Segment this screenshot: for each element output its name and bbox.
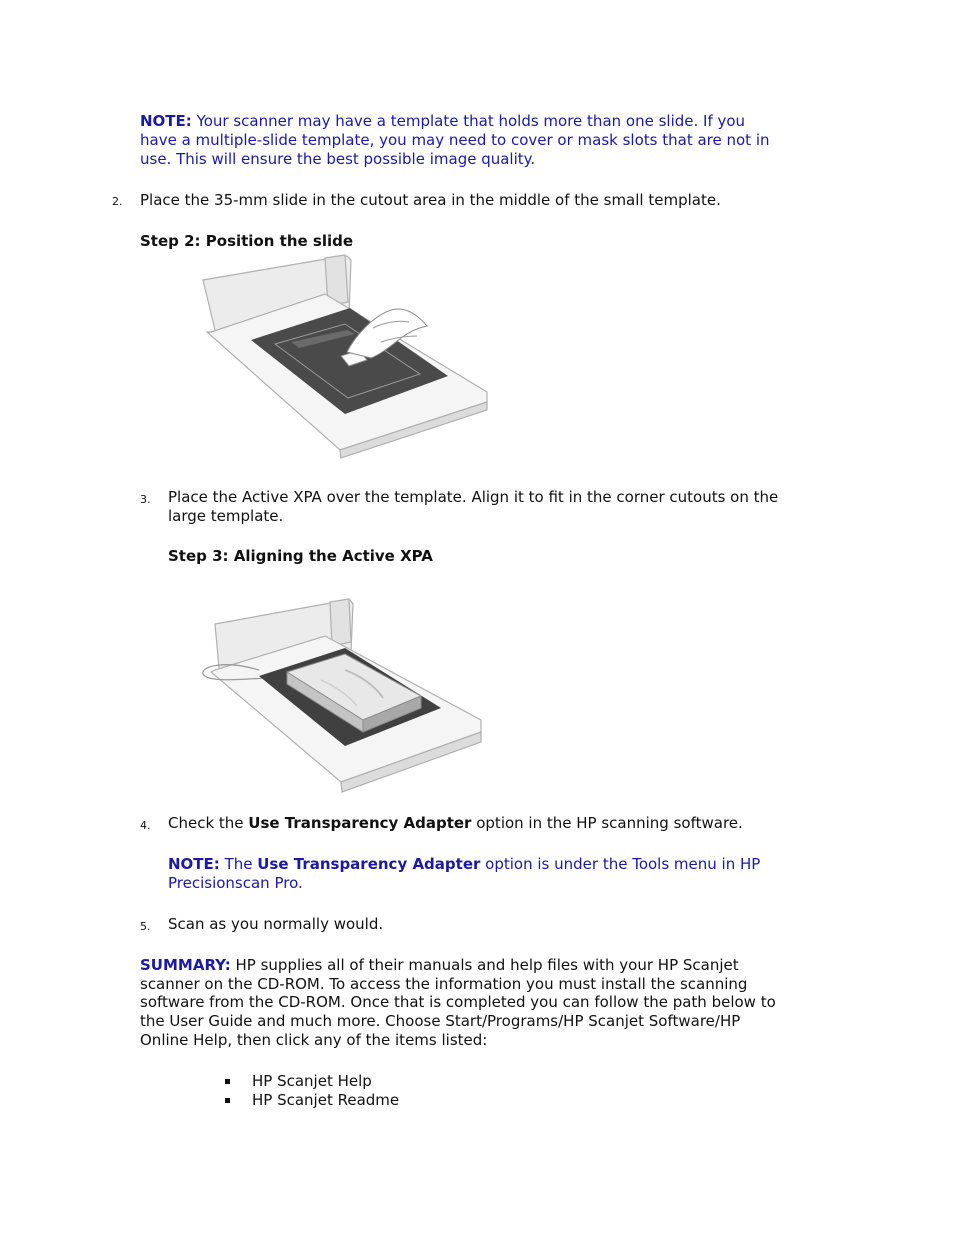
summary-line-2: scanner on the CD-ROM. To access the information you must install the scanning bbox=[140, 975, 748, 993]
step3-line-2: large template. bbox=[168, 507, 284, 525]
note2-line-1: NOTE: The Use Transparency Adapter option is under the Tools menu in HP bbox=[168, 855, 761, 873]
summary-line-5: Online Help, then click any of the items listed: bbox=[140, 1031, 488, 1049]
bullet-square-icon bbox=[225, 1079, 230, 1084]
step5-number: 5. bbox=[140, 920, 151, 933]
note1-line-1: NOTE: Your scanner may have a template that holds more than one slide. If you bbox=[140, 112, 746, 130]
slide-placement-illustration bbox=[195, 252, 495, 457]
step3-number: 3. bbox=[140, 493, 151, 506]
use-transparency-adapter-option: Use Transparency Adapter bbox=[248, 814, 472, 832]
note1-line-2: have a multiple-slide template, you may need to cover or mask slots that are not in bbox=[140, 131, 770, 149]
step2-number: 2. bbox=[112, 195, 123, 208]
note2-line-2: Precisionscan Pro. bbox=[168, 874, 303, 892]
summary-label: SUMMARY: bbox=[140, 956, 231, 974]
summary-line-1: SUMMARY: HP supplies all of their manuals and help files with your HP Scanjet bbox=[140, 956, 739, 974]
summary-line-3: software from the CD-ROM. Once that is completed you can follow the path below to bbox=[140, 993, 776, 1011]
note2-label: NOTE: bbox=[168, 855, 220, 873]
note1-line-3: use. This will ensure the best possible image quality. bbox=[140, 150, 536, 168]
step4-number: 4. bbox=[140, 819, 151, 832]
bullet-square-icon bbox=[225, 1098, 230, 1103]
step3-caption: Step 3: Aligning the Active XPA bbox=[168, 547, 433, 565]
list-item-hp-scanjet-help: HP Scanjet Help bbox=[252, 1072, 372, 1090]
step2-caption: Step 2: Position the slide bbox=[140, 232, 354, 250]
xpa-alignment-illustration bbox=[195, 596, 495, 796]
summary-line-4: the User Guide and much more. Choose Start/Programs/HP Scanjet Software/HP bbox=[140, 1012, 741, 1030]
note1-label: NOTE: bbox=[140, 112, 192, 130]
step5-text: Scan as you normally would. bbox=[168, 915, 384, 933]
step4-text: Check the Use Transparency Adapter option in the HP scanning software. bbox=[168, 814, 743, 832]
step3-line-1: Place the Active XPA over the template. Align it to fit in the corner cutouts on the bbox=[168, 488, 779, 506]
list-item-hp-scanjet-readme: HP Scanjet Readme bbox=[252, 1091, 400, 1109]
step2-text: Place the 35-mm slide in the cutout area in the middle of the small template. bbox=[140, 191, 721, 209]
